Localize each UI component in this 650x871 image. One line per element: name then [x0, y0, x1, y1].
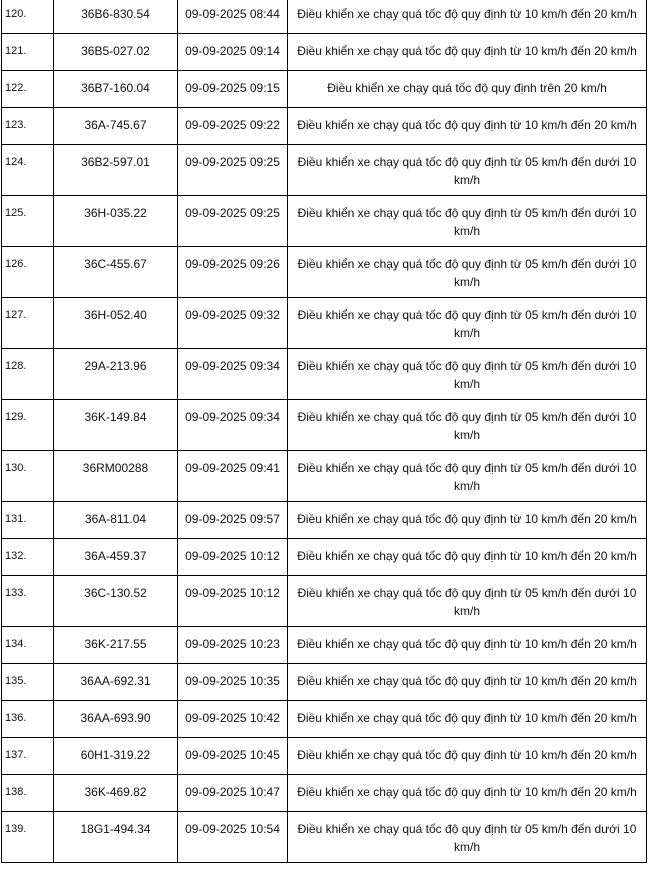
table-row	[2, 539, 647, 576]
violation-description: Điều khiển xe chạy quá tốc độ quy định trên 20 km/h	[288, 71, 647, 108]
license-plate: 36H-035.22	[54, 196, 178, 247]
violation-time: 09-09-2025 09:25	[178, 145, 288, 196]
license-plate: 29A-213.96	[54, 349, 178, 400]
table-row	[2, 247, 647, 298]
row-number: 128.	[2, 349, 54, 400]
table-row	[2, 451, 647, 502]
violation-description: Điều khiển xe chạy quá tốc độ quy định từ 05 km/h đến dưới 10 km/h	[288, 196, 647, 247]
row-number: 120.	[2, 0, 54, 34]
violation-time: 09-09-2025 09:41	[178, 451, 288, 502]
row-number: 133.	[2, 576, 54, 627]
table-row	[2, 34, 647, 71]
license-plate: 36H-052.40	[54, 298, 178, 349]
violation-description: Điều khiển xe chạy quá tốc độ quy định từ 10 km/h đến 20 km/h	[288, 108, 647, 145]
row-number: 121.	[2, 34, 54, 71]
violation-time: 09-09-2025 10:54	[178, 812, 288, 863]
violation-time: 09-09-2025 10:42	[178, 701, 288, 738]
license-plate: 36RM00288	[54, 451, 178, 502]
row-number: 126.	[2, 247, 54, 298]
license-plate: 36AA-693.90	[54, 701, 178, 738]
row-number: 124.	[2, 145, 54, 196]
row-number: 136.	[2, 701, 54, 738]
violation-time: 09-09-2025 09:26	[178, 247, 288, 298]
violation-time: 09-09-2025 09:15	[178, 71, 288, 108]
violation-time: 09-09-2025 10:12	[178, 539, 288, 576]
table-row	[2, 701, 647, 738]
violation-description: Điều khiển xe chạy quá tốc độ quy định từ 10 km/h đến 20 km/h	[288, 0, 647, 34]
license-plate: 36K-217.55	[54, 627, 178, 664]
table-row	[2, 0, 647, 34]
violation-description: Điều khiển xe chạy quá tốc độ quy định từ 10 km/h đến 20 km/h	[288, 34, 647, 71]
row-number: 139.	[2, 812, 54, 863]
license-plate: 36AA-692.31	[54, 664, 178, 701]
table-row	[2, 145, 647, 196]
violation-description: Điều khiển xe chạy quá tốc độ quy định từ 10 km/h đến 20 km/h	[288, 627, 647, 664]
violation-description: Điều khiển xe chạy quá tốc độ quy định từ 05 km/h đến dưới 10 km/h	[288, 247, 647, 298]
row-number: 125.	[2, 196, 54, 247]
violation-description: Điều khiển xe chạy quá tốc độ quy định từ 05 km/h đến dưới 10 km/h	[288, 576, 647, 627]
violation-time: 09-09-2025 09:57	[178, 502, 288, 539]
violation-time: 09-09-2025 10:35	[178, 664, 288, 701]
violation-time: 09-09-2025 10:23	[178, 627, 288, 664]
row-number: 129.	[2, 400, 54, 451]
row-number: 132.	[2, 539, 54, 576]
violation-description: Điều khiển xe chạy quá tốc độ quy định từ 05 km/h đến dưới 10 km/h	[288, 145, 647, 196]
table-row	[2, 664, 647, 701]
violation-time: 09-09-2025 10:12	[178, 576, 288, 627]
violation-time: 09-09-2025 09:32	[178, 298, 288, 349]
table-row	[2, 775, 647, 812]
violation-description: Điều khiển xe chạy quá tốc độ quy định từ 10 km/h đến 20 km/h	[288, 539, 647, 576]
table-row	[2, 627, 647, 664]
license-plate: 36A-811.04	[54, 502, 178, 539]
violation-time: 09-09-2025 10:45	[178, 738, 288, 775]
row-number: 130.	[2, 451, 54, 502]
table-row	[2, 196, 647, 247]
table-row	[2, 298, 647, 349]
violation-time: 09-09-2025 09:22	[178, 108, 288, 145]
table-row	[2, 502, 647, 539]
table-row	[2, 349, 647, 400]
violation-time: 09-09-2025 09:14	[178, 34, 288, 71]
table-row	[2, 576, 647, 627]
row-number: 135.	[2, 664, 54, 701]
violation-description: Điều khiển xe chạy quá tốc độ quy định từ 05 km/h đến dưới 10 km/h	[288, 451, 647, 502]
violation-description: Điều khiển xe chạy quá tốc độ quy định từ 05 km/h đến dưới 10 km/h	[288, 298, 647, 349]
violation-description: Điều khiển xe chạy quá tốc độ quy định từ 05 km/h đến dưới 10 km/h	[288, 812, 647, 863]
license-plate: 36B5-027.02	[54, 34, 178, 71]
license-plate: 36C-455.67	[54, 247, 178, 298]
row-number: 134.	[2, 627, 54, 664]
license-plate: 36K-469.82	[54, 775, 178, 812]
violation-description: Điều khiển xe chạy quá tốc độ quy định từ 10 km/h đến 20 km/h	[288, 738, 647, 775]
violation-description: Điều khiển xe chạy quá tốc độ quy định từ 10 km/h đến 20 km/h	[288, 701, 647, 738]
license-plate: 36K-149.84	[54, 400, 178, 451]
license-plate: 36A-459.37	[54, 539, 178, 576]
violation-description: Điều khiển xe chạy quá tốc độ quy định từ 05 km/h đến dưới 10 km/h	[288, 349, 647, 400]
license-plate: 36B2-597.01	[54, 145, 178, 196]
license-plate: 36C-130.52	[54, 576, 178, 627]
row-number: 137.	[2, 738, 54, 775]
violation-description: Điều khiển xe chạy quá tốc độ quy định từ 10 km/h đến 20 km/h	[288, 664, 647, 701]
row-number: 131.	[2, 502, 54, 539]
violation-time: 09-09-2025 09:34	[178, 400, 288, 451]
table-row	[2, 812, 647, 863]
license-plate: 18G1-494.34	[54, 812, 178, 863]
row-number: 138.	[2, 775, 54, 812]
table-row	[2, 400, 647, 451]
license-plate: 60H1-319.22	[54, 738, 178, 775]
violation-time: 09-09-2025 08:44	[178, 0, 288, 34]
table-row	[2, 71, 647, 108]
license-plate: 36B7-160.04	[54, 71, 178, 108]
row-number: 123.	[2, 108, 54, 145]
row-number: 127.	[2, 298, 54, 349]
violation-time: 09-09-2025 09:34	[178, 349, 288, 400]
table-row	[2, 108, 647, 145]
violation-description: Điều khiển xe chạy quá tốc độ quy định từ 05 km/h đến dưới 10 km/h	[288, 400, 647, 451]
table-row	[2, 738, 647, 775]
violation-time: 09-09-2025 09:25	[178, 196, 288, 247]
violations-table	[1, 0, 647, 863]
violation-time: 09-09-2025 10:47	[178, 775, 288, 812]
violation-description: Điều khiển xe chạy quá tốc độ quy định từ 10 km/h đến 20 km/h	[288, 775, 647, 812]
row-number: 122.	[2, 71, 54, 108]
license-plate: 36B6-830.54	[54, 0, 178, 34]
license-plate: 36A-745.67	[54, 108, 178, 145]
violation-description: Điều khiển xe chạy quá tốc độ quy định từ 10 km/h đến 20 km/h	[288, 502, 647, 539]
